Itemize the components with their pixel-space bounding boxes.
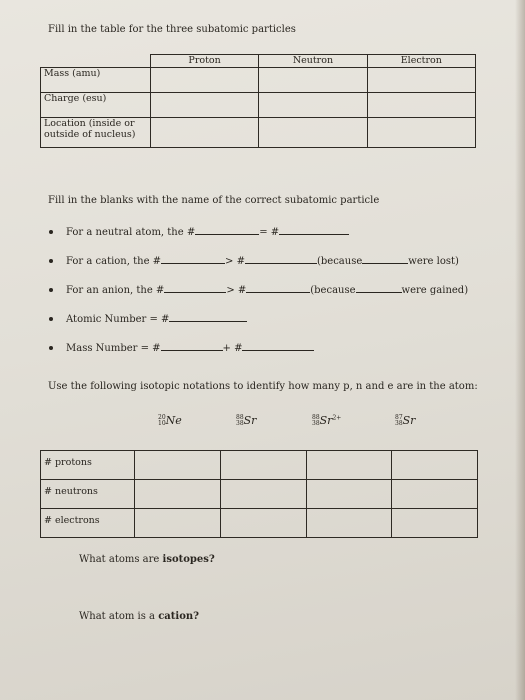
- blank[interactable]: [245, 254, 317, 264]
- row-location-line1: Location (inside or: [44, 118, 135, 129]
- isotope-table: [40, 450, 478, 538]
- isotope-heading: Use the following isotopic notations to identify how many p, n and e are in the atom:: [48, 381, 478, 392]
- cell[interactable]: [392, 509, 478, 538]
- blank[interactable]: [161, 254, 225, 264]
- mass-number: 20: [158, 414, 166, 421]
- element-symbol: Sr: [243, 414, 257, 427]
- bullet: [49, 259, 53, 263]
- item-text: For a cation, the #: [66, 256, 162, 267]
- element-symbol: Ne: [165, 414, 182, 427]
- col-proton: Proton: [150, 55, 258, 68]
- cell[interactable]: [220, 480, 306, 509]
- bullet: [49, 317, 53, 321]
- item-text: For an anion, the #: [66, 285, 165, 296]
- item-text: > #: [225, 256, 245, 267]
- cell[interactable]: [306, 451, 392, 480]
- table-heading: Fill in the table for the three subatomic particles: [48, 24, 296, 35]
- cell[interactable]: [392, 480, 478, 509]
- cell[interactable]: [306, 480, 392, 509]
- mass-number: 87: [395, 414, 403, 421]
- question-text: What atom is a: [79, 611, 159, 622]
- blank[interactable]: [362, 254, 408, 264]
- cell[interactable]: [259, 118, 367, 148]
- cell[interactable]: [220, 509, 306, 538]
- row-protons: # protons: [41, 451, 135, 480]
- element-symbol: Sr: [402, 414, 416, 427]
- isotope-ne-20: [158, 414, 182, 427]
- row-location: [41, 118, 151, 148]
- cell[interactable]: [367, 68, 475, 93]
- cell[interactable]: [135, 480, 221, 509]
- blank[interactable]: [242, 341, 314, 351]
- question-emphasis: cation?: [158, 611, 199, 622]
- blank[interactable]: [356, 283, 402, 293]
- item-text: > #: [226, 285, 247, 296]
- col-electron: Electron: [367, 55, 475, 68]
- item-text: = #: [259, 227, 280, 238]
- atomic-number: 38: [312, 420, 320, 427]
- question-isotopes: [79, 554, 215, 566]
- question-cation: [79, 611, 199, 623]
- item-text: For a neutral atom, the #: [66, 227, 196, 238]
- cell[interactable]: [306, 509, 392, 538]
- blank[interactable]: [164, 283, 226, 293]
- item-atomic-number: [66, 312, 247, 326]
- isotope-sr-88: [236, 414, 256, 427]
- blank[interactable]: [169, 312, 247, 322]
- row-mass: Mass (amu): [41, 68, 151, 93]
- item-text: + #: [222, 343, 243, 354]
- row-charge: Charge (esu): [41, 93, 151, 118]
- item-text: were gained): [401, 285, 469, 296]
- element-symbol: Sr: [319, 414, 333, 427]
- atomic-number: 38: [395, 420, 403, 427]
- item-text: Atomic Number = #: [66, 314, 170, 325]
- item-mass-number: [66, 341, 314, 355]
- question-text: What atoms are: [79, 554, 163, 565]
- cell[interactable]: [392, 451, 478, 480]
- bullet: [49, 230, 53, 234]
- cell[interactable]: [135, 509, 221, 538]
- bullet: [49, 346, 53, 350]
- cell[interactable]: [220, 451, 306, 480]
- item-text: (because: [310, 285, 356, 296]
- blank[interactable]: [161, 341, 223, 351]
- mass-number: 88: [236, 414, 244, 421]
- blank[interactable]: [195, 225, 259, 235]
- item-text: Mass Number = #: [66, 343, 161, 354]
- cell[interactable]: [259, 68, 367, 93]
- row-location-line2: outside of nucleus): [44, 129, 136, 140]
- cell[interactable]: [150, 93, 258, 118]
- cell[interactable]: [150, 68, 258, 93]
- col-neutron: Neutron: [259, 55, 367, 68]
- item-neutral: [66, 225, 349, 239]
- item-anion: [66, 283, 468, 297]
- item-text: were lost): [408, 256, 459, 267]
- blanks-heading: Fill in the blanks with the name of the correct subatomic particle: [48, 195, 380, 206]
- mass-number: 88: [312, 414, 320, 421]
- blank[interactable]: [279, 225, 349, 235]
- question-emphasis: isotopes?: [162, 554, 215, 565]
- cell[interactable]: [367, 118, 475, 148]
- isotope-sr-88-ion: [312, 414, 341, 427]
- cell[interactable]: [135, 451, 221, 480]
- atomic-number: 38: [236, 420, 244, 427]
- cell[interactable]: [150, 118, 258, 148]
- isotope-sr-87: [395, 414, 415, 427]
- row-electrons: # electrons: [41, 509, 135, 538]
- cell[interactable]: [367, 93, 475, 118]
- subatomic-table: [40, 54, 476, 148]
- page-edge-shadow: [515, 0, 525, 700]
- item-cation: [66, 254, 459, 268]
- atomic-number: 10: [158, 420, 166, 427]
- blank[interactable]: [246, 283, 310, 293]
- row-neutrons: # neutrons: [41, 480, 135, 509]
- bullet: [49, 288, 53, 292]
- cell[interactable]: [259, 93, 367, 118]
- item-text: (because: [316, 256, 363, 267]
- ion-charge: 2+: [332, 414, 342, 422]
